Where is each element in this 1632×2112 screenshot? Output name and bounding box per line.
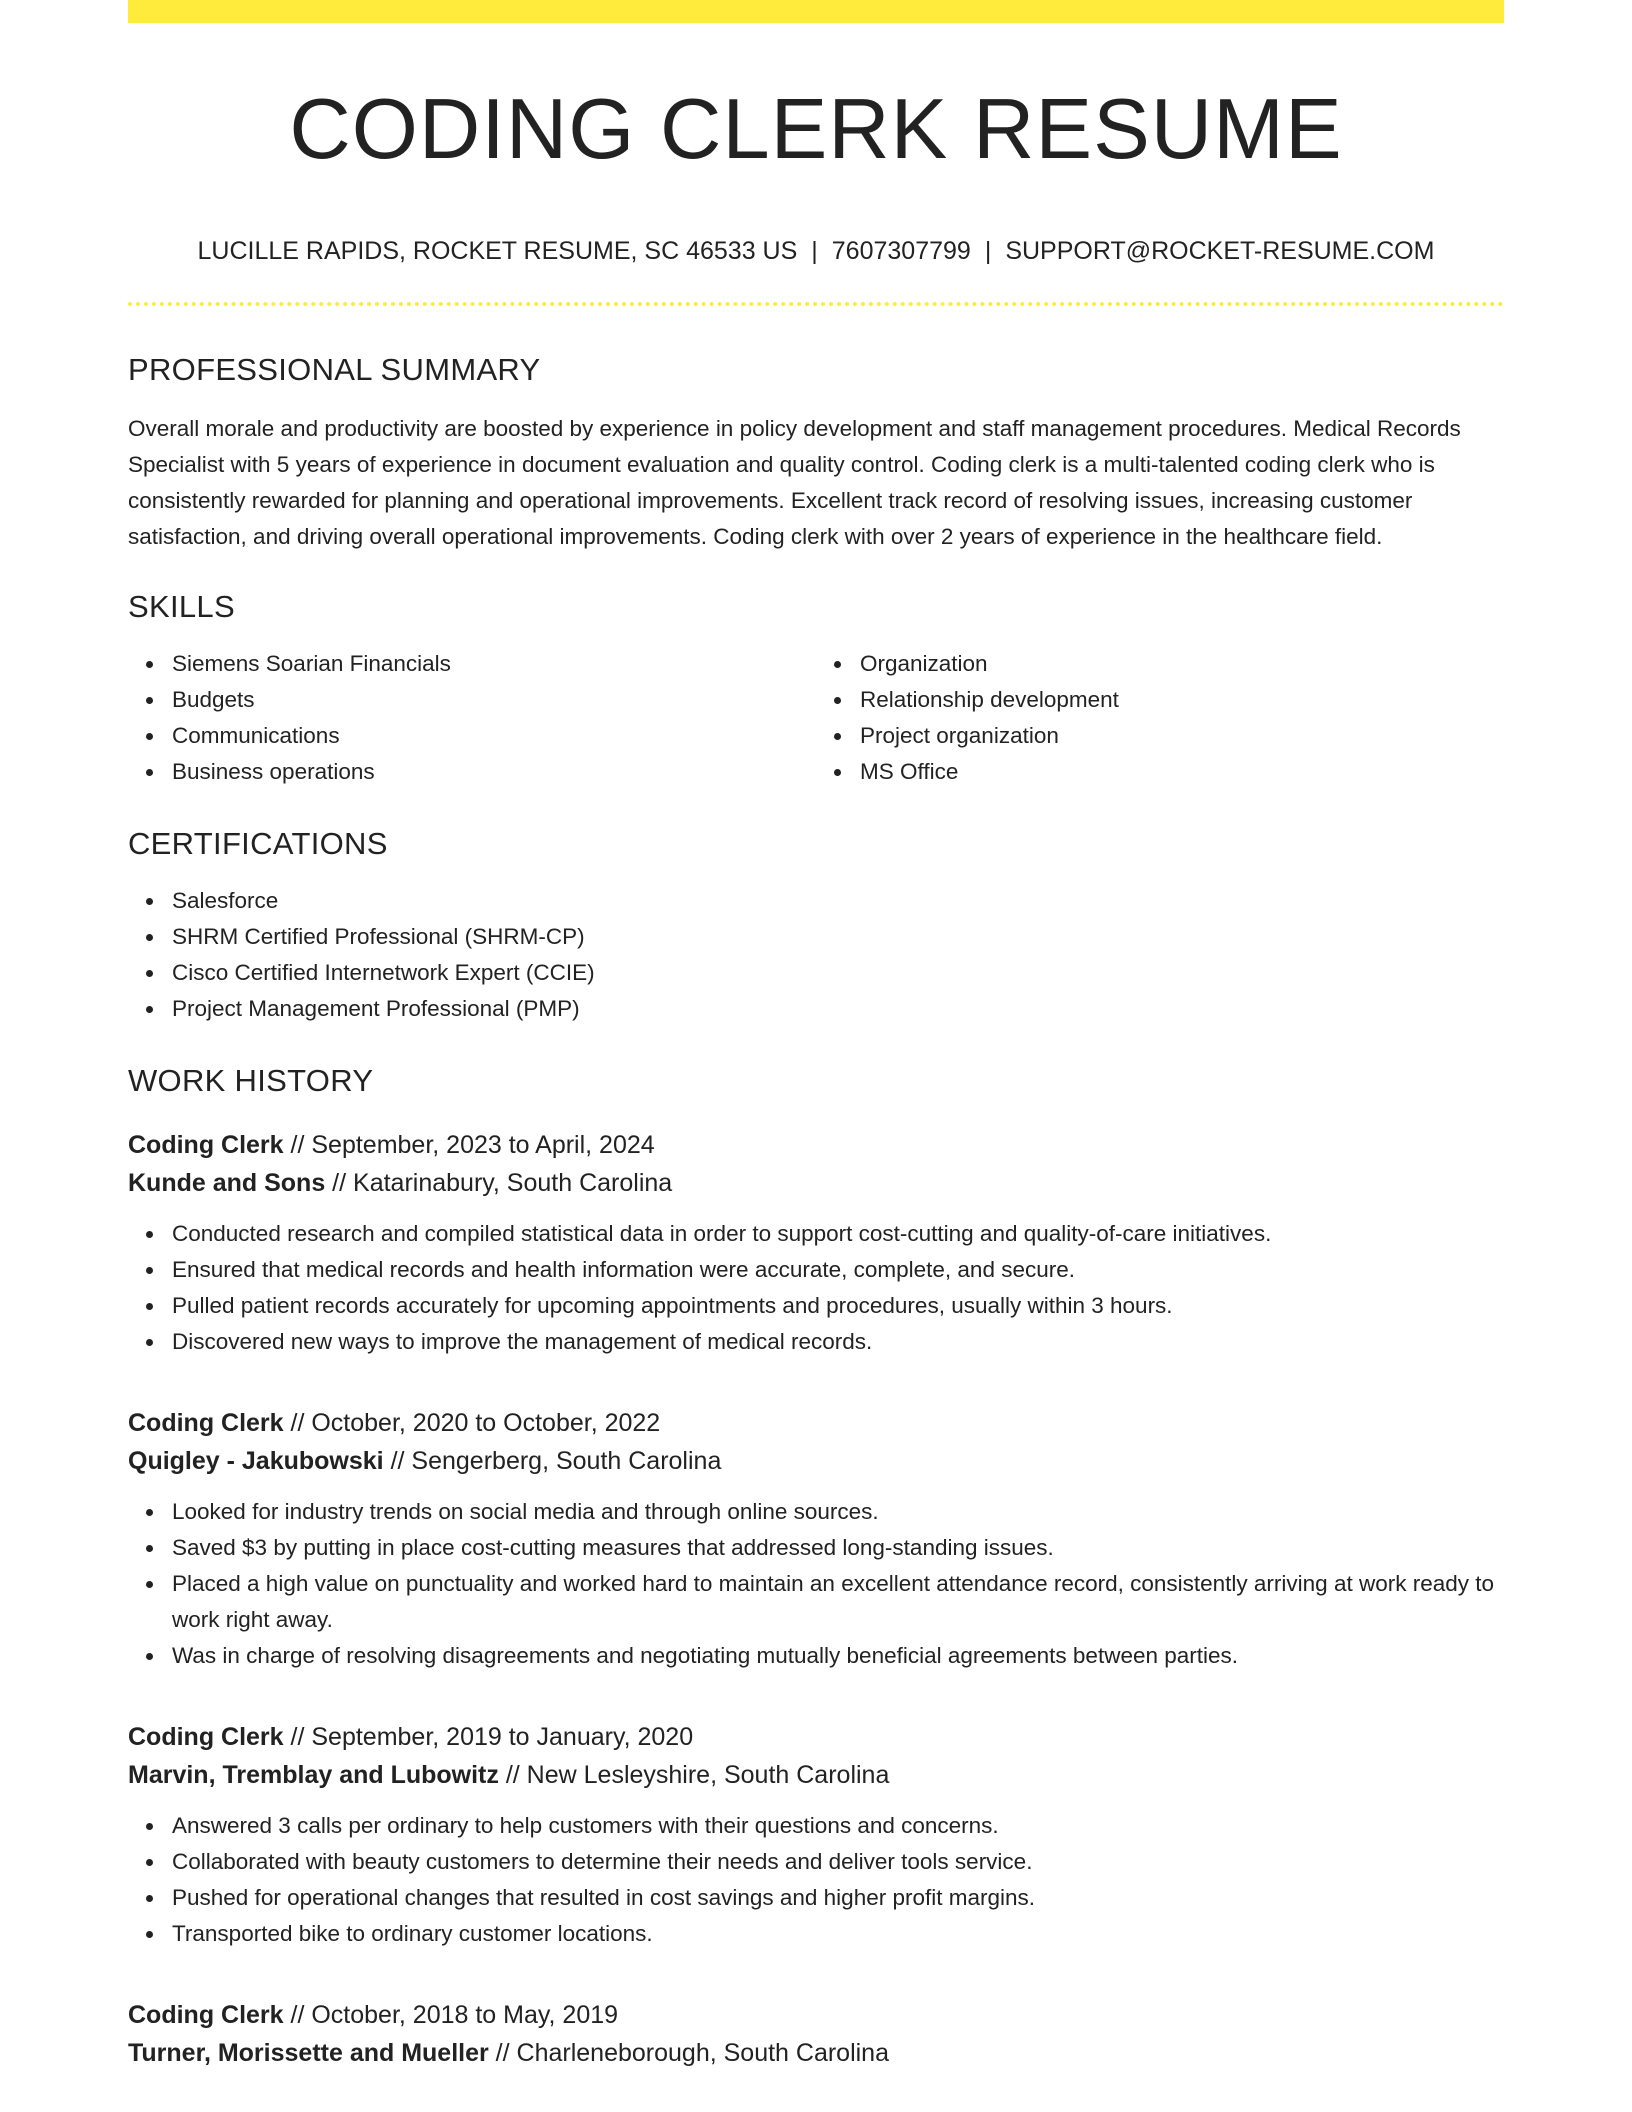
skill-item: Siemens Soarian Financials	[172, 646, 816, 682]
skill-item: Relationship development	[860, 682, 1504, 718]
job-entry	[128, 1126, 1504, 1360]
job-company-line	[128, 2034, 1504, 2072]
job-bullet: Pushed for operational changes that resulted in cost savings and higher profit margins.	[172, 1880, 1504, 1916]
job-bullet: Transported bike to ordinary customer locations.	[172, 1916, 1504, 1952]
job-bullet: Answered 3 calls per ordinary to help customers with their questions and concerns.	[172, 1808, 1504, 1844]
job-company: Turner, Morissette and Mueller	[128, 2039, 489, 2067]
certification-item: Salesforce	[172, 883, 1504, 919]
job-entry	[128, 1404, 1504, 1674]
skill-item: Business operations	[172, 754, 816, 790]
job-title-line	[128, 1996, 1504, 2034]
job-title-line	[128, 1404, 1504, 1442]
skills-columns	[128, 646, 1504, 790]
certification-item: SHRM Certified Professional (SHRM-CP)	[172, 919, 1504, 955]
skills-heading: SKILLS	[128, 589, 235, 624]
summary-text: Overall morale and productivity are boosted by experience in policy development and staff management procedures. Medical Records Specialist with 5 years of experience in document evaluation and quality control. Coding clerk is a multi-talented coding clerk who is consistently rewarded for planning and operational improvements. Excellent track record of resolving issues, increasing customer satisfaction, and driving overall operational improvements. Coding clerk with over 2 years of experience in the healthcare field.	[128, 416, 1461, 549]
job-bullets	[128, 1494, 1504, 1674]
job-bullet: Was in charge of resolving disagreements and negotiating mutually beneficial agreements between parties.	[172, 1638, 1504, 1674]
skills-list-right	[816, 646, 1504, 790]
skill-item: Project organization	[860, 718, 1504, 754]
work-history-heading: WORK HISTORY	[128, 1063, 374, 1098]
resume-page	[128, 0, 1504, 2072]
job-bullet: Saved $3 by putting in place cost-cutting measures that addressed long-standing issues.	[172, 1530, 1504, 1566]
contact-separator: |	[984, 237, 992, 265]
job-company: Marvin, Tremblay and Lubowitz	[128, 1761, 499, 1789]
job-location: // Sengerberg, South Carolina	[383, 1447, 722, 1475]
job-title: Coding Clerk	[128, 1409, 284, 1437]
job-company: Quigley - Jakubowski	[128, 1447, 384, 1475]
job-location: // Katarinabury, South Carolina	[325, 1169, 673, 1197]
job-bullets	[128, 1808, 1504, 1952]
contact-address: LUCILLE RAPIDS, ROCKET RESUME, SC 46533 US	[197, 237, 798, 265]
job-company-line	[128, 1442, 1504, 1480]
summary-heading: PROFESSIONAL SUMMARY	[128, 352, 541, 387]
header-divider	[128, 302, 1504, 306]
contact-phone: 7607307799	[831, 237, 971, 265]
job-bullet: Conducted research and compiled statistical data in order to support cost-cutting and quality-of-care initiatives.	[172, 1216, 1504, 1252]
job-dates: // September, 2023 to April, 2024	[283, 1131, 655, 1159]
certifications-heading: CERTIFICATIONS	[128, 826, 388, 861]
job-title-line	[128, 1718, 1504, 1756]
job-company: Kunde and Sons	[128, 1169, 326, 1197]
skills-list-left	[128, 646, 816, 790]
skill-item: MS Office	[860, 754, 1504, 790]
certifications-list	[128, 883, 1504, 1027]
skill-item: Budgets	[172, 682, 816, 718]
job-bullets	[128, 1216, 1504, 1360]
job-dates: // October, 2020 to October, 2022	[283, 1409, 661, 1437]
job-entry	[128, 1996, 1504, 2072]
skill-item: Organization	[860, 646, 1504, 682]
job-bullet: Collaborated with beauty customers to determine their needs and deliver tools service.	[172, 1844, 1504, 1880]
contact-email: SUPPORT@ROCKET-RESUME.COM	[1005, 237, 1435, 265]
job-bullet: Pulled patient records accurately for upcoming appointments and procedures, usually within 3 hours.	[172, 1288, 1504, 1324]
job-bullet: Ensured that medical records and health information were accurate, complete, and secure.	[172, 1252, 1504, 1288]
top-accent-bar	[128, 0, 1504, 23]
job-bullet: Discovered new ways to improve the management of medical records.	[172, 1324, 1504, 1360]
job-bullet: Looked for industry trends on social media and through online sources.	[172, 1494, 1504, 1530]
job-location: // Charleneborough, South Carolina	[488, 2039, 889, 2067]
job-entry	[128, 1718, 1504, 1952]
job-dates: // October, 2018 to May, 2019	[283, 2001, 619, 2029]
job-location: // New Lesleyshire, South Carolina	[498, 1761, 890, 1789]
resume-title: CODING CLERK RESUME	[289, 82, 1343, 177]
contact-separator: |	[811, 237, 818, 265]
job-company-line	[128, 1756, 1504, 1794]
skill-item: Communications	[172, 718, 816, 754]
certification-item: Project Management Professional (PMP)	[172, 991, 1504, 1027]
job-title: Coding Clerk	[128, 1723, 284, 1751]
job-title: Coding Clerk	[128, 2001, 284, 2029]
job-company-line	[128, 1164, 1504, 1202]
job-dates: // September, 2019 to January, 2020	[283, 1723, 694, 1751]
job-title: Coding Clerk	[128, 1131, 284, 1159]
contact-line	[128, 239, 1504, 264]
job-title-line	[128, 1126, 1504, 1164]
job-bullet: Placed a high value on punctuality and worked hard to maintain an excellent attendance record, consistently arriving at work ready to work right away.	[172, 1566, 1504, 1638]
certification-item: Cisco Certified Internetwork Expert (CCIE)	[172, 955, 1504, 991]
